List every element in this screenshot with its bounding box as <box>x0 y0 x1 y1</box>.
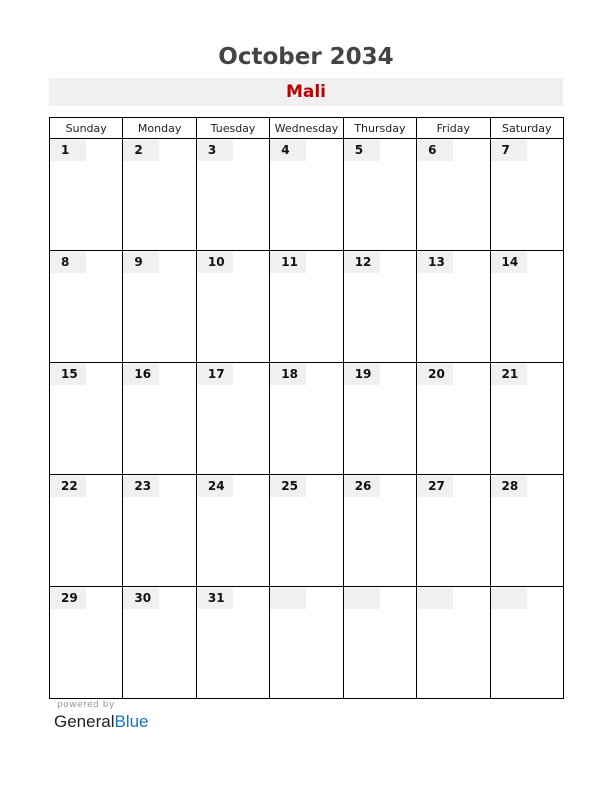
day-number <box>417 588 453 609</box>
day-cell <box>196 139 269 251</box>
day-cell <box>50 139 123 251</box>
generalblue-logo[interactable] <box>54 712 149 732</box>
day-number: 10 <box>197 252 233 273</box>
day-number: 2 <box>123 140 159 161</box>
day-cell <box>270 139 343 251</box>
weekday-monday: Monday <box>123 118 196 139</box>
day-cell <box>196 587 269 699</box>
day-number: 12 <box>344 252 380 273</box>
day-cell <box>343 363 416 475</box>
day-cell <box>123 139 196 251</box>
week-row <box>50 251 564 363</box>
logo-text-blue: Blue <box>114 712 149 731</box>
page-title: October 2034 <box>218 44 394 70</box>
day-number: 30 <box>123 588 159 609</box>
day-number: 4 <box>270 140 306 161</box>
day-number: 27 <box>417 476 453 497</box>
day-cell <box>417 251 490 363</box>
day-number: 1 <box>50 140 86 161</box>
day-cell <box>50 363 123 475</box>
day-cell <box>123 587 196 699</box>
weekday-thursday: Thursday <box>343 118 416 139</box>
day-cell <box>50 587 123 699</box>
day-number: 9 <box>123 252 159 273</box>
day-cell <box>196 251 269 363</box>
day-number: 5 <box>344 140 380 161</box>
day-cell <box>270 587 343 699</box>
day-cell <box>123 363 196 475</box>
day-cell <box>270 475 343 587</box>
week-row <box>50 139 564 251</box>
day-cell <box>490 363 563 475</box>
day-cell <box>417 475 490 587</box>
day-number: 29 <box>50 588 86 609</box>
day-number: 13 <box>417 252 453 273</box>
day-number: 25 <box>270 476 306 497</box>
day-number: 3 <box>197 140 233 161</box>
day-number: 11 <box>270 252 306 273</box>
week-row <box>50 475 564 587</box>
day-number: 24 <box>197 476 233 497</box>
day-number: 20 <box>417 364 453 385</box>
weekday-header-row <box>50 118 564 139</box>
day-number: 6 <box>417 140 453 161</box>
country-name: Mali <box>285 82 327 102</box>
day-cell <box>50 475 123 587</box>
day-number: 22 <box>50 476 86 497</box>
day-cell <box>343 587 416 699</box>
week-row <box>50 363 564 475</box>
day-cell <box>123 251 196 363</box>
day-cell <box>196 363 269 475</box>
day-cell <box>270 363 343 475</box>
day-number: 8 <box>50 252 86 273</box>
powered-by-text: powered by <box>57 700 115 710</box>
day-number: 16 <box>123 364 159 385</box>
day-cell <box>196 475 269 587</box>
weekday-tuesday: Tuesday <box>196 118 269 139</box>
day-number: 26 <box>344 476 380 497</box>
day-cell <box>417 139 490 251</box>
day-number: 19 <box>344 364 380 385</box>
day-number: 7 <box>491 140 527 161</box>
day-cell <box>417 363 490 475</box>
country-banner <box>49 78 563 106</box>
weekday-friday: Friday <box>417 118 490 139</box>
day-cell <box>490 475 563 587</box>
day-number: 28 <box>491 476 527 497</box>
day-number: 14 <box>491 252 527 273</box>
weekday-saturday: Saturday <box>490 118 563 139</box>
day-cell <box>50 251 123 363</box>
day-cell <box>343 251 416 363</box>
day-number: 15 <box>50 364 86 385</box>
day-cell <box>490 251 563 363</box>
day-cell <box>270 251 343 363</box>
logo-text-general: General <box>54 712 115 731</box>
day-number <box>344 588 380 609</box>
calendar-grid <box>49 117 564 699</box>
day-cell <box>490 587 563 699</box>
weekday-wednesday: Wednesday <box>270 118 343 139</box>
day-number: 17 <box>197 364 233 385</box>
day-number <box>270 588 306 609</box>
day-cell <box>123 475 196 587</box>
day-number: 18 <box>270 364 306 385</box>
day-number <box>491 588 527 609</box>
day-cell <box>343 475 416 587</box>
day-number: 31 <box>197 588 233 609</box>
day-cell <box>490 139 563 251</box>
day-number: 21 <box>491 364 527 385</box>
day-number: 23 <box>123 476 159 497</box>
day-cell <box>343 139 416 251</box>
weekday-sunday: Sunday <box>50 118 123 139</box>
week-row <box>50 587 564 699</box>
day-cell <box>417 587 490 699</box>
